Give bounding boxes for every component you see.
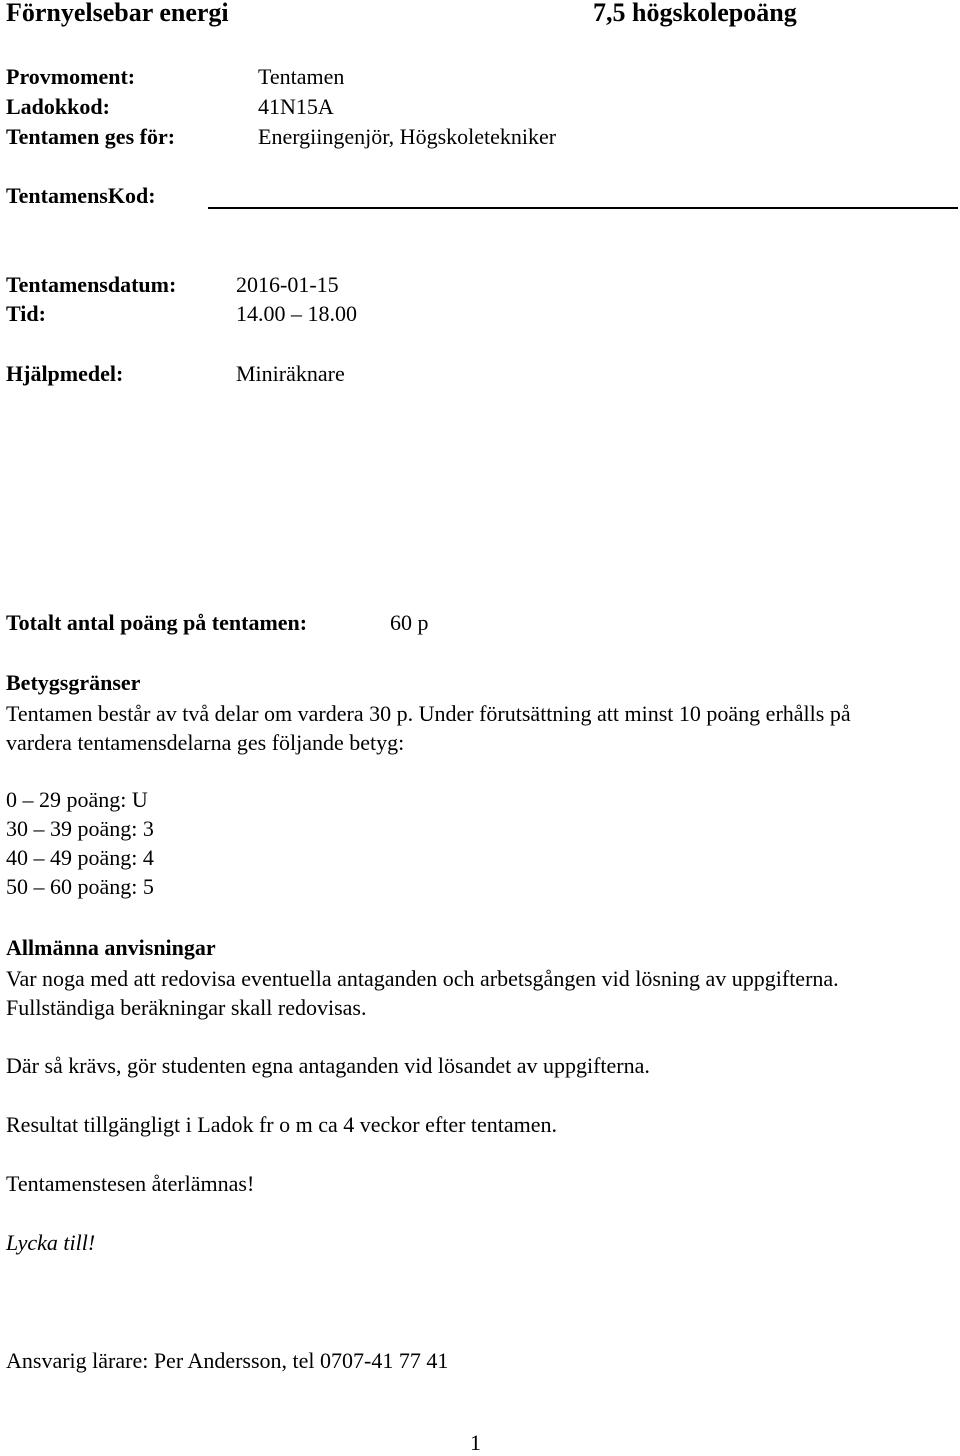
info-label: Tentamen ges för:: [6, 124, 176, 149]
exam-date-value: 2016-01-15: [236, 272, 339, 297]
exam-time-value: 14.00 – 18.00: [236, 301, 357, 326]
good-luck-text: Lycka till!: [6, 1230, 96, 1255]
aids-label: Hjälpmedel:: [6, 361, 124, 386]
exam-date-label: Tentamensdatum:: [6, 272, 177, 297]
info-label: Provmoment:: [6, 64, 136, 89]
total-points-value: 60 p: [390, 610, 429, 635]
info-value: 41N15A: [258, 94, 334, 119]
aids-value: Miniräknare: [236, 361, 345, 386]
responsible-teacher: Ansvarig lärare: Per Andersson, tel 0707-41 77 41: [6, 1348, 449, 1373]
total-points-label: Totalt antal poäng på tentamen:: [6, 610, 308, 635]
grade-line: 40 – 49 poäng: 4: [6, 845, 154, 870]
grade-list: [6, 787, 154, 903]
credits: 7,5 högskolepoäng: [593, 0, 797, 27]
instructions-paragraph-4: Tentamenstesen återlämnas!: [6, 1171, 255, 1196]
grade-line: 0 – 29 poäng: U: [6, 787, 148, 812]
info-label: Ladokkod:: [6, 94, 110, 119]
instructions-paragraph-1: Var noga med att redovisa eventuella antaganden och arbetsgången vid lösning av uppgifterna. Fullständiga beräkningar skall redovisas.: [6, 966, 839, 1020]
instructions-heading: Allmänna anvisningar: [6, 935, 216, 960]
exam-time-label: Tid:: [6, 301, 46, 326]
info-values: [258, 64, 556, 154]
info-labels: [6, 64, 175, 154]
instructions-paragraph-3: Resultat tillgängligt i Ladok fr o m ca 4 veckor efter tentamen.: [6, 1112, 558, 1137]
grades-intro: Tentamen består av två delar om vardera 30 p. Under förutsättning att minst 10 poäng erhålls på vardera tentamensdelarna ges följande betyg:: [6, 701, 851, 755]
course-title: Förnyelsebar energi: [6, 0, 229, 27]
grades-heading: Betygsgränser: [6, 670, 141, 695]
info-value: Tentamen: [258, 64, 345, 89]
instructions-paragraph-2: Där så krävs, gör studenten egna antaganden vid lösandet av uppgifterna.: [6, 1053, 650, 1078]
grade-line: 50 – 60 poäng: 5: [6, 874, 154, 899]
page-number: 1: [470, 1430, 481, 1455]
grade-line: 30 – 39 poäng: 3: [6, 816, 154, 841]
exam-code-line: [208, 207, 958, 209]
info-value: Energiingenjör, Högskoletekniker: [258, 124, 557, 149]
exam-code-label: TentamensKod:: [6, 183, 156, 208]
